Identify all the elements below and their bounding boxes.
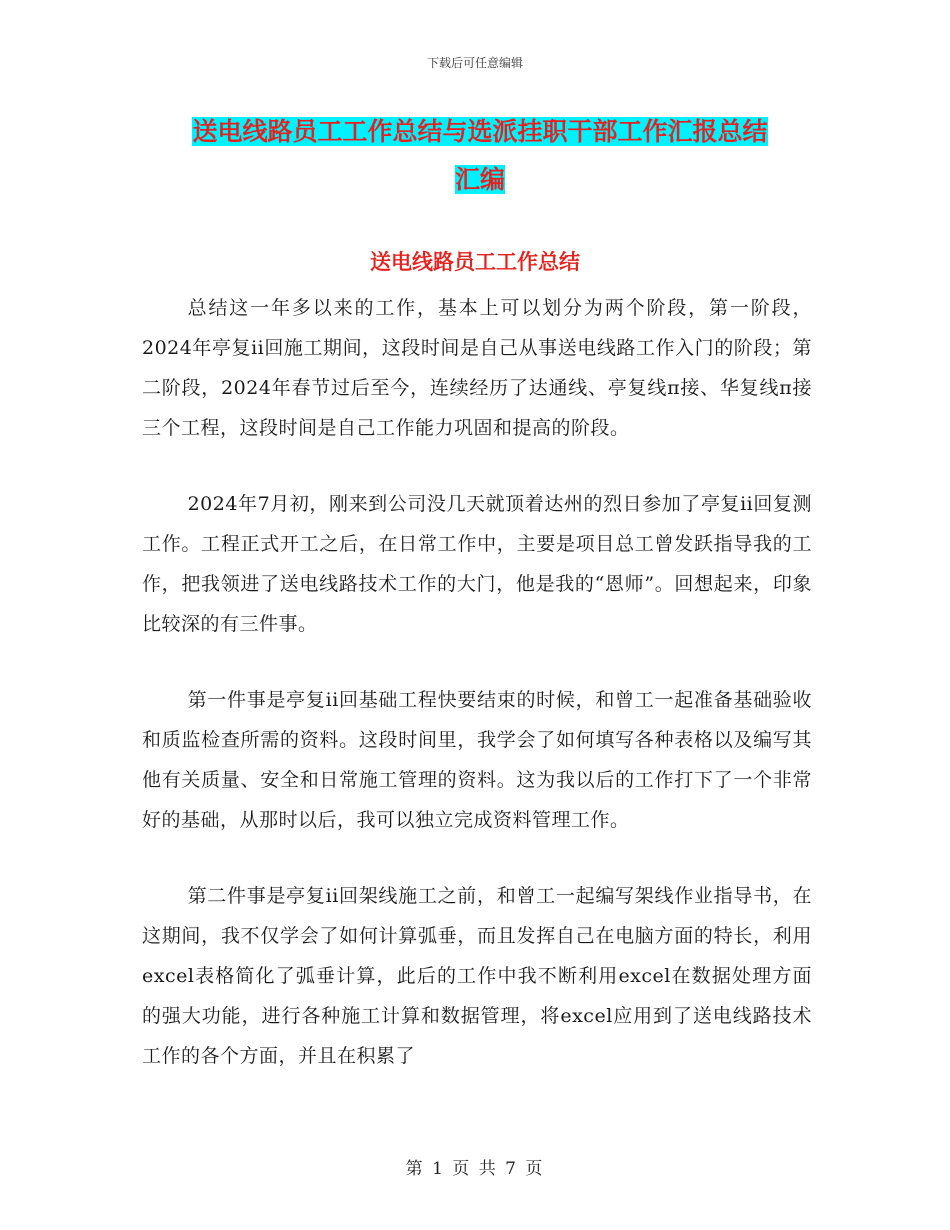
paragraph: 总结这一年多以来的工作，基本上可以划分为两个阶段，第一阶段，2024年亭复ii回施工期间，这段时间是自己从事送电线路工作入门的阶段；第二阶段，2024年春节过后至今，连续经历了达通线、亭复线π接、华复线π接三个工程，这段时间是自己工作能力巩固和提高的阶段。 (142, 297, 812, 439)
paragraph: 第一件事是亭复ii回基础工程快要结束的时候，和曾工一起准备基础验收和质监检查所需的资料。这段时间里，我学会了如何填写各种表格以及编写其他有关质量、安全和日常施工管理的资料。这为我以后的工作打下了一个非常好的基础，从那时以后，我可以独立完成资料管理工作。 (142, 689, 812, 831)
paragraph: 第二件事是亭复ii回架线施工之前，和曾工一起编写架线作业指导书，在这期间，我不仅学会了如何计算弧垂，而且发挥自己在电脑方面的特长，利用excel表格简化了弧垂计算，此后的工作中我不断利用excel在数据处理方面的强大功能，进行各种施工计算和数据管理，将excel应用到了送电线路技术工作的各个方面，并且在积累了 (142, 885, 812, 1067)
section-title: 送电线路员工工作总结 (370, 249, 580, 274)
paragraph: 2024年7月初，刚来到公司没几天就顶着达州的烈日参加了亭复ii回复测工作。工程正式开工之后，在日常工作中，主要是项目总工曾发跃指导我的工作，把我领进了送电线路技术工作的大门，他是我的“恩师”。回想起来，印象比较深的有三件事。 (142, 493, 812, 635)
document-body (142, 288, 812, 1112)
document-title (140, 108, 820, 204)
page-footer: 第 1 页 共 7 页 (405, 1159, 545, 1179)
document-title-line2: 汇编 (454, 165, 505, 194)
page-header: 下载后可任意编辑 (426, 56, 523, 70)
document-title-line1: 送电线路员工工作总结与选派挂职干部工作汇报总结 (192, 117, 768, 146)
